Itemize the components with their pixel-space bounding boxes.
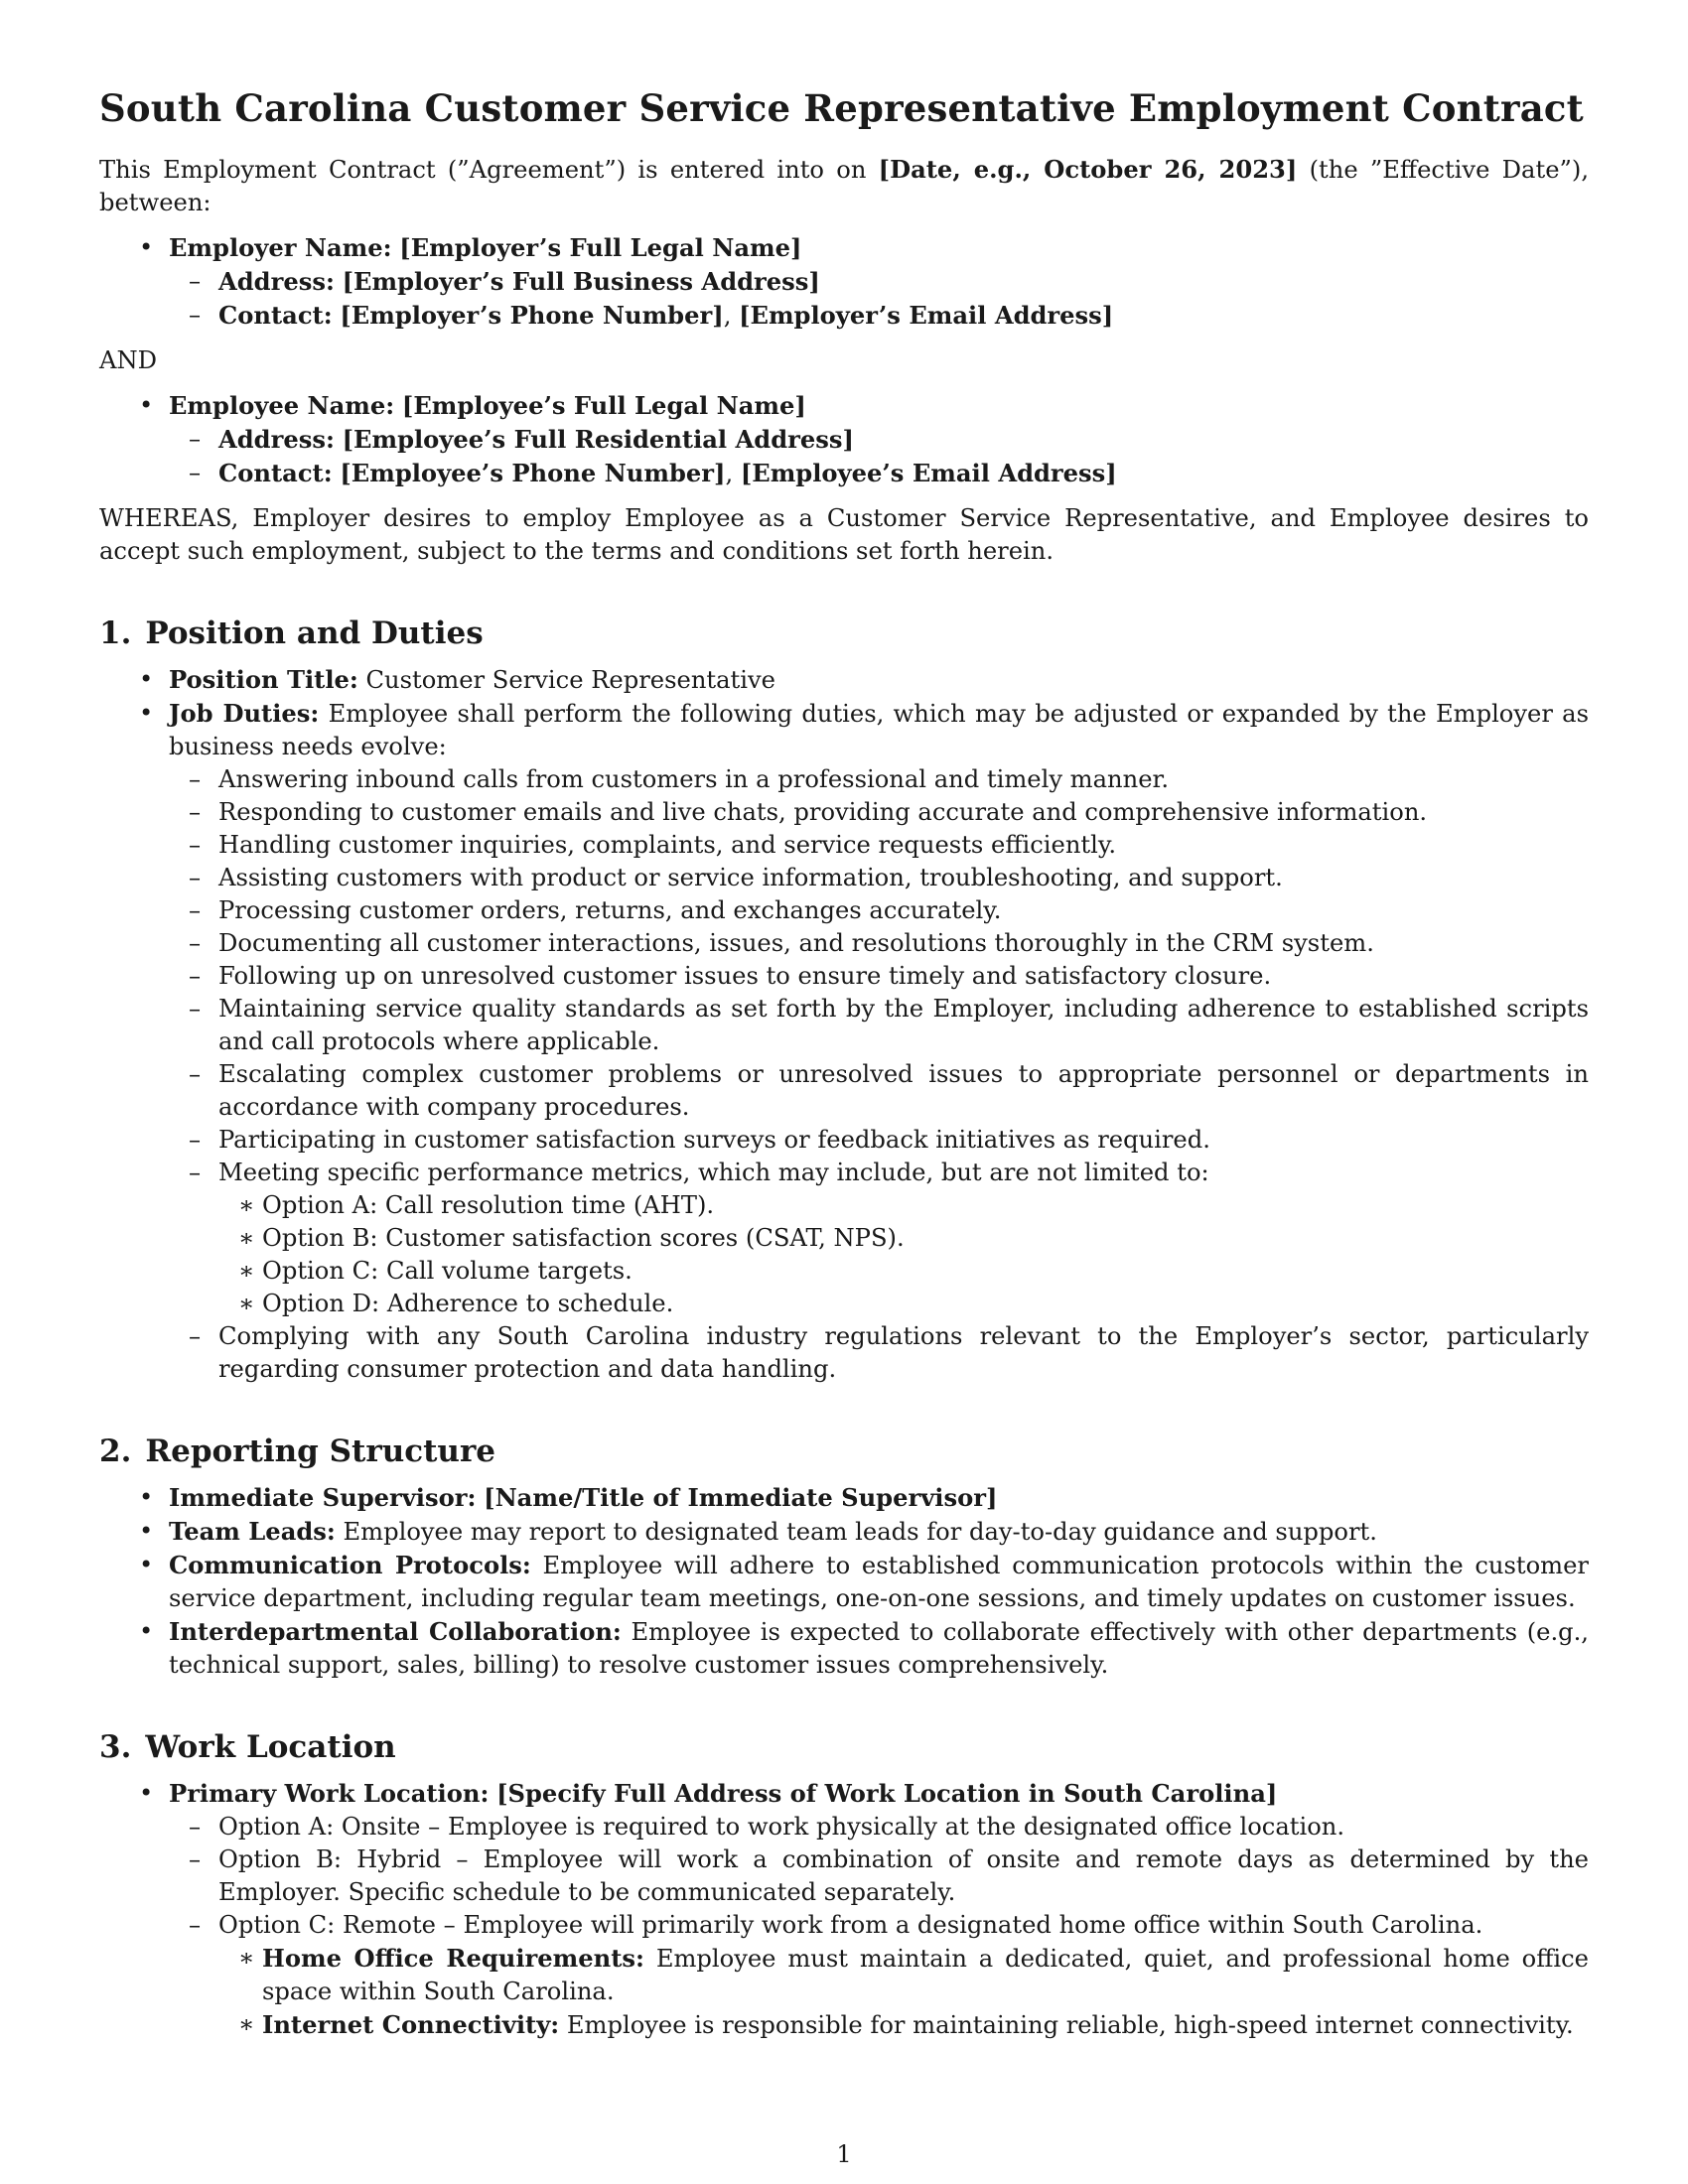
job-duties-label: Job Duties: <box>169 699 320 728</box>
employee-email-value: [Employee’s Email Address] <box>740 459 1117 487</box>
section-2-number: 2. <box>99 1433 132 1469</box>
metrics-list <box>218 1189 1589 1320</box>
employee-address-label: Address: <box>218 425 335 454</box>
intro-text-end: (the ”Effective Date”), between: <box>99 156 1590 216</box>
internet-item <box>211 2008 1589 2042</box>
employer-address-value: [Employer’s Full Business Address] <box>342 267 820 296</box>
team-leads-value: Employee may report to designated team leads for day-to-day guidance and support. <box>335 1518 1377 1546</box>
collaboration-item <box>99 1615 1589 1682</box>
team-leads-label: Team Leads: <box>169 1517 336 1546</box>
home-office-label: Home Office Requirements: <box>262 1944 644 1973</box>
metric-option: ∗ Option A: Call resolution time (AHT). <box>211 1189 1589 1222</box>
metrics-intro: Meeting specific performance metrics, which may include, but are not limited to: <box>218 1159 1209 1186</box>
section-1-number: 1. <box>99 615 132 651</box>
section-1-heading <box>99 614 1589 653</box>
duty-item: – Escalating complex customer problems or unresolved issues to appropriate personnel or departments in accordance with company procedures. <box>159 1058 1589 1124</box>
intro-text: This Employment Contract (”Agreement”) is entered into on <box>99 156 879 184</box>
section-2-title: Reporting Structure <box>145 1433 496 1469</box>
employee-name-item <box>99 389 1589 490</box>
location-option: – Option A: Onsite – Employee is required to work physically at the designated office location. <box>159 1811 1589 1843</box>
effective-date-placeholder: [Date, e.g., October 26, 2023] <box>878 155 1298 184</box>
contract-page <box>99 85 1589 2042</box>
employer-email-value: [Employer’s Email Address] <box>739 301 1114 330</box>
employee-details-list <box>169 423 1589 490</box>
position-title-item <box>99 663 1589 697</box>
position-title-value: Customer Service Representative <box>357 666 775 694</box>
location-option: – Option B: Hybrid – Employee will work a combination of onsite and remote days as determined by the Employer. Specific schedule to be communicated separately. <box>159 1843 1589 1909</box>
remote-requirements-list <box>218 1942 1589 2042</box>
duty-item: – Assisting customers with product or service information, troubleshooting, and support. <box>159 862 1589 894</box>
duty-item: – Documenting all customer interactions, issues, and resolutions thoroughly in the CRM system. <box>159 927 1589 960</box>
employer-contact-separator: , <box>723 302 740 330</box>
metric-option: ∗ Option D: Adherence to schedule. <box>211 1288 1589 1320</box>
communication-label: Communication Protocols: <box>169 1551 531 1579</box>
duty-item: – Processing customer orders, returns, and exchanges accurately. <box>159 894 1589 927</box>
metric-option: ∗ Option C: Call volume targets. <box>211 1255 1589 1288</box>
employer-details-list <box>169 265 1589 333</box>
page-number: 1 <box>836 2140 852 2168</box>
collaboration-value: Employee is expected to collaborate effectively with other departments (e.g., technical support, sales, billing) to resolve customer issues comprehensively. <box>169 1618 1589 1679</box>
duty-item: – Maintaining service quality standards as set forth by the Employer, including adherence to established scripts and call protocols where applicable. <box>159 993 1589 1058</box>
employee-contact-label: Contact: <box>218 459 333 487</box>
employer-phone-value: [Employer’s Phone Number] <box>340 301 724 330</box>
employee-contact-separator: , <box>725 460 741 487</box>
intro-paragraph <box>99 153 1589 219</box>
duty-item: – Participating in customer satisfaction surveys or feedback initiatives as required. <box>159 1124 1589 1157</box>
section-2-heading <box>99 1432 1589 1471</box>
section-1-title: Position and Duties <box>145 615 484 651</box>
supervisor-item <box>99 1481 1589 1515</box>
primary-location-value: [Specify Full Address of Work Location in South Carolina] <box>496 1779 1278 1808</box>
employee-name-label: Employee Name: <box>169 391 395 420</box>
metric-option: ∗ Option B: Customer satisfaction scores (CSAT, NPS). <box>211 1222 1589 1255</box>
supervisor-label: Immediate Supervisor: <box>169 1483 477 1512</box>
employer-address-item <box>159 265 1589 299</box>
internet-value: Employee is responsible for maintaining reliable, high-speed internet connectivity. <box>559 2011 1574 2039</box>
employee-list <box>99 389 1589 490</box>
section-3-number: 3. <box>99 1729 132 1765</box>
supervisor-value: [Name/Title of Immediate Supervisor] <box>484 1483 998 1512</box>
duty-item: – Complying with any South Carolina industry regulations relevant to the Employer’s sector, particularly regarding consumer protection and data handling. <box>159 1320 1589 1386</box>
communication-item <box>99 1549 1589 1615</box>
employer-address-label: Address: <box>218 267 335 296</box>
remote-option-text: Option C: Remote – Employee will primarily work from a designated home office within South Carolina. <box>218 1911 1483 1939</box>
section-2-list <box>99 1481 1589 1682</box>
duties-list <box>169 763 1589 1386</box>
and-text: AND <box>99 346 158 374</box>
primary-location-label: Primary Work Location: <box>169 1779 490 1808</box>
employee-name-value: [Employee’s Full Legal Name] <box>401 391 806 420</box>
section-3-heading <box>99 1727 1589 1767</box>
whereas-paragraph: WHEREAS, Employer desires to employ Employee as a Customer Service Representative, and Employee desires to accept such employment, subject to the terms and conditions set forth herein. <box>99 504 1589 565</box>
duty-item-metrics <box>159 1157 1589 1320</box>
employer-contact-label: Contact: <box>218 301 333 330</box>
duty-item: – Answering inbound calls from customers in a professional and timely manner. <box>159 763 1589 796</box>
communication-value: Employee will adhere to established communication protocols within the customer service department, including regular team meetings, one-on-one sessions, and timely updates on customer issues. <box>169 1552 1589 1612</box>
home-office-value: Employee must maintain a dedicated, quiet, and professional home office space within South Carolina. <box>262 1945 1589 2005</box>
primary-location-item <box>99 1777 1589 2042</box>
team-leads-item <box>99 1515 1589 1549</box>
location-option-remote <box>159 1909 1589 2042</box>
position-title-label: Position Title: <box>169 665 358 694</box>
employee-address-item <box>159 423 1589 457</box>
section-3-title: Work Location <box>145 1729 396 1765</box>
internet-label: Internet Connectivity: <box>262 2010 560 2039</box>
job-duties-intro: Employee shall perform the following duties, which may be adjusted or expanded by the Employer as business needs evolve: <box>169 700 1589 760</box>
employee-address-value: [Employee’s Full Residential Address] <box>342 425 854 454</box>
section-1-list <box>99 663 1589 1386</box>
duty-item: – Responding to customer emails and live chats, providing accurate and comprehensive information. <box>159 796 1589 829</box>
employer-name-item <box>99 231 1589 333</box>
document-title: South Carolina Customer Service Representative Employment Contract <box>99 86 1584 130</box>
employer-name-label: Employer Name: <box>169 233 392 262</box>
employee-contact-item <box>159 457 1589 490</box>
collaboration-label: Interdepartmental Collaboration: <box>169 1617 622 1646</box>
employer-name-value: [Employer’s Full Legal Name] <box>399 233 802 262</box>
section-3-list <box>99 1777 1589 2042</box>
employer-list <box>99 231 1589 333</box>
employer-contact-item <box>159 299 1589 333</box>
home-office-item <box>211 1942 1589 2008</box>
duty-item: – Handling customer inquiries, complaints, and service requests efficiently. <box>159 829 1589 862</box>
duty-item: – Following up on unresolved customer issues to ensure timely and satisfactory closure. <box>159 960 1589 993</box>
job-duties-item <box>99 697 1589 1386</box>
employee-phone-value: [Employee’s Phone Number] <box>340 459 726 487</box>
location-options-list <box>169 1811 1589 2042</box>
